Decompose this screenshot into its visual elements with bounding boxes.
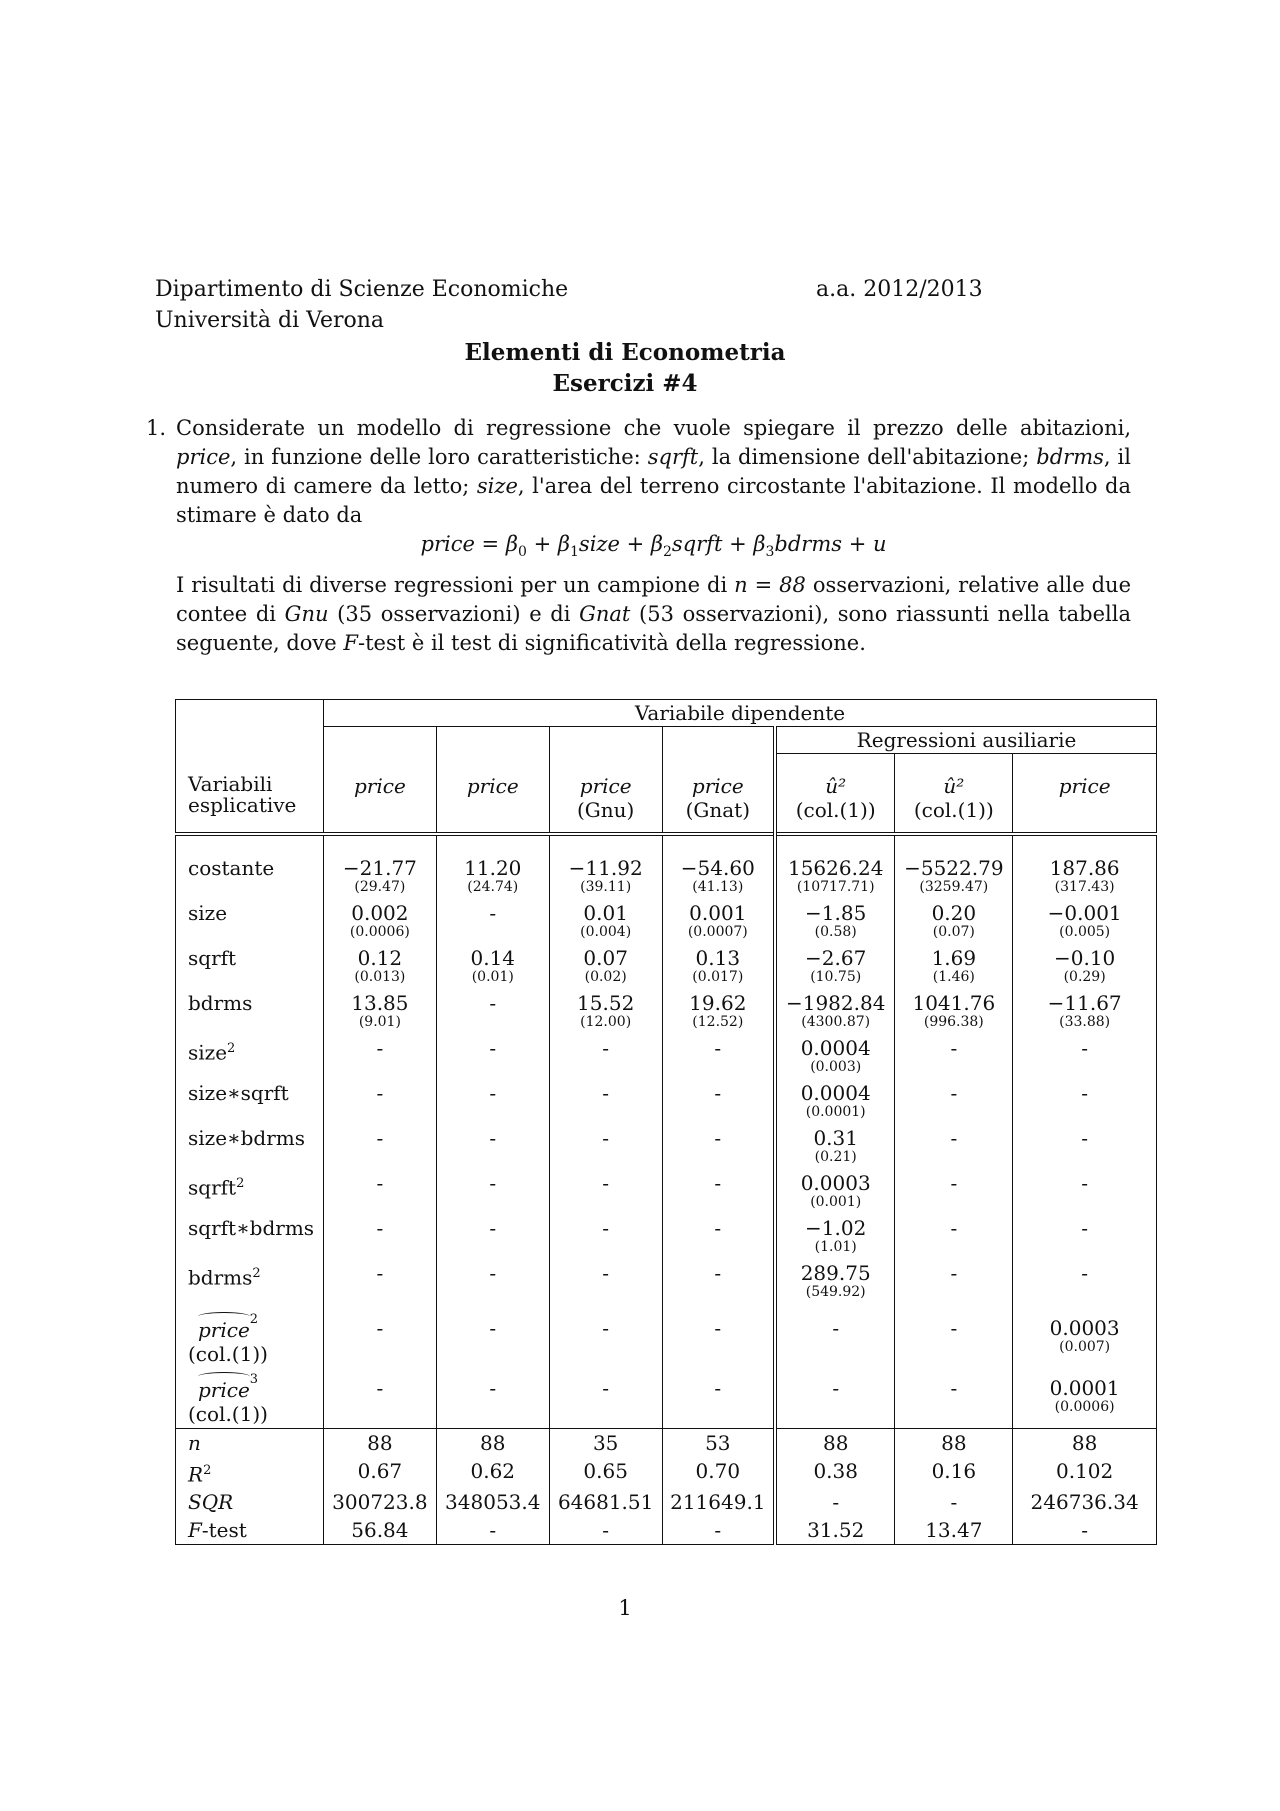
coef-cell: 0.13 (0.017) — [662, 948, 775, 993]
stat-cell: 0.65 — [549, 1457, 662, 1489]
exercise-1 — [146, 414, 1131, 658]
coef-cell: - — [1013, 1173, 1157, 1218]
auxiliary-regressions-header: Regressioni ausiliarie — [775, 727, 1156, 754]
explanatory-header: Variabili esplicative — [176, 754, 324, 834]
coef-cell: 0.001 (0.0007) — [662, 903, 775, 948]
stat-cell: 211649.1 — [662, 1488, 775, 1516]
stat-cell: 64681.51 — [549, 1488, 662, 1516]
row-label: sqrft$^2$ — [176, 1173, 324, 1218]
coef-cell: −11.67 (33.88) — [1013, 993, 1157, 1038]
row-label: price$^3$ (col.(1)) — [176, 1368, 324, 1429]
row-label: bdrms$^2$ — [176, 1263, 324, 1308]
coef-cell: - — [549, 1083, 662, 1128]
table-row — [176, 1038, 1157, 1083]
table-row — [176, 858, 1157, 903]
stat-cell: 0.70 — [662, 1457, 775, 1489]
coef-cell: - — [662, 1173, 775, 1218]
coef-cell: - — [549, 1368, 662, 1429]
coef-cell: 0.0003 (0.007) — [1013, 1308, 1157, 1368]
coef-cell: - — [662, 1218, 775, 1263]
coef-cell: - — [436, 1263, 549, 1308]
coef-cell: 13.85 (9.01) — [323, 993, 436, 1038]
coef-cell: - — [436, 1218, 549, 1263]
coef-cell: −21.77 (29.47) — [323, 858, 436, 903]
regression-table — [175, 699, 1157, 1545]
coef-cell: - — [895, 1128, 1013, 1173]
department-name: Dipartimento di Scienze Economiche — [155, 277, 569, 302]
column-head-2: price — [436, 754, 549, 834]
row-label: costante — [176, 858, 324, 903]
coef-cell: 15626.24 (10717.71) — [775, 858, 895, 903]
stat-cell: - — [662, 1516, 775, 1545]
coef-cell: - — [323, 1038, 436, 1083]
coef-cell: 0.12 (0.013) — [323, 948, 436, 993]
coef-cell: - — [662, 1083, 775, 1128]
coef-cell: - — [895, 1263, 1013, 1308]
stat-label: $R^2$ — [176, 1457, 324, 1489]
table-row — [176, 1083, 1157, 1128]
stats-row — [176, 1428, 1157, 1457]
coef-cell: - — [775, 1368, 895, 1429]
model-formula: price = $\beta_0$ + $\beta_1size$ + $\beta_2sqrft$ + $\beta_3bdrms + u$ — [420, 532, 887, 561]
coef-cell: 0.31 (0.21) — [775, 1128, 895, 1173]
separator-row — [176, 834, 1157, 858]
row-label: size∗sqrft — [176, 1083, 324, 1128]
coef-cell: - — [895, 1173, 1013, 1218]
coef-cell: −1.02 (1.01) — [775, 1218, 895, 1263]
coef-cell: - — [436, 903, 549, 948]
coef-cell: 11.20 (24.74) — [436, 858, 549, 903]
coef-cell: 0.14 (0.01) — [436, 948, 549, 993]
table-row — [176, 1263, 1157, 1308]
coef-cell: −11.92 (39.11) — [549, 858, 662, 903]
coef-cell: - — [549, 1038, 662, 1083]
coef-cell: 0.0004 (0.0001) — [775, 1083, 895, 1128]
column-head-6: û² (col.(1)) — [895, 754, 1013, 834]
coef-cell: - — [895, 1308, 1013, 1368]
coef-cell: 1041.76 (996.38) — [895, 993, 1013, 1038]
coef-cell: - — [436, 1128, 549, 1173]
academic-year: a.a. 2012/2013 — [816, 277, 983, 302]
table-row-price-hat — [176, 1308, 1157, 1368]
row-label: sqrft — [176, 948, 324, 993]
stats-row — [176, 1516, 1157, 1545]
coef-cell: 0.07 (0.02) — [549, 948, 662, 993]
stat-cell: 300723.8 — [323, 1488, 436, 1516]
column-head-4: price (Gnat) — [662, 754, 775, 834]
coef-cell: 187.86 (317.43) — [1013, 858, 1157, 903]
header-left — [155, 274, 568, 336]
coef-cell: 0.01 (0.004) — [549, 903, 662, 948]
stat-cell: 0.67 — [323, 1457, 436, 1489]
stats-row — [176, 1457, 1157, 1489]
stat-cell: - — [436, 1516, 549, 1545]
coef-cell: - — [436, 993, 549, 1038]
stat-cell: - — [895, 1488, 1013, 1516]
coef-cell: 0.20 (0.07) — [895, 903, 1013, 948]
coef-cell: - — [895, 1218, 1013, 1263]
stat-cell: 0.38 — [775, 1457, 895, 1489]
coef-cell: - — [323, 1218, 436, 1263]
stat-cell: - — [775, 1488, 895, 1516]
stat-cell: 56.84 — [323, 1516, 436, 1545]
row-label: sqrft∗bdrms — [176, 1218, 324, 1263]
coef-cell: −54.60 (41.13) — [662, 858, 775, 903]
page-number: 1 — [618, 1596, 632, 1620]
coef-cell: 15.52 (12.00) — [549, 993, 662, 1038]
column-head-3: price (Gnu) — [549, 754, 662, 834]
stat-cell: 0.62 — [436, 1457, 549, 1489]
coef-cell: 0.002 (0.0006) — [323, 903, 436, 948]
row-label: size$^2$ — [176, 1038, 324, 1083]
stat-cell: 88 — [895, 1428, 1013, 1457]
stat-cell: 13.47 — [895, 1516, 1013, 1545]
coef-cell: 1.69 (1.46) — [895, 948, 1013, 993]
coef-cell: - — [323, 1263, 436, 1308]
column-head-7: price — [1013, 754, 1157, 834]
row-label: bdrms — [176, 993, 324, 1038]
coef-cell: - — [895, 1368, 1013, 1429]
table-row — [176, 903, 1157, 948]
coef-cell: - — [323, 1308, 436, 1368]
coef-cell: −0.001 (0.005) — [1013, 903, 1157, 948]
stat-cell: 88 — [775, 1428, 895, 1457]
exercise-paragraph-2: I risultati di diverse regressioni per un campione di n = 88 osservazioni, relative alle due contee di Gnu (35 osservazioni) e di Gnat (53 osservazioni), sono riassunti nella tabella seguente, dove F-test è il test di significatività della regressione. — [176, 573, 1132, 656]
exercise-paragraph-1: Considerate un modello di regressione che vuole spiegare il prezzo delle abitazioni, price, in funzione delle loro caratteristiche: sqrft, la dimensione dell'abitazione; bdrms, il numero di camere da letto; size, l'area del terreno circostante l'abitazione. Il modello da stimare è dato da — [176, 416, 1132, 527]
coef-cell: - — [323, 1173, 436, 1218]
stat-cell: 31.52 — [775, 1516, 895, 1545]
stat-cell: 0.16 — [895, 1457, 1013, 1489]
corner-cell — [176, 700, 324, 727]
coef-cell: - — [436, 1173, 549, 1218]
row-label: size — [176, 903, 324, 948]
coef-cell: - — [662, 1263, 775, 1308]
column-head-1: price — [323, 754, 436, 834]
coef-cell: - — [1013, 1083, 1157, 1128]
coef-cell: - — [1013, 1218, 1157, 1263]
column-heads-row — [176, 754, 1157, 834]
table-row — [176, 1173, 1157, 1218]
table-header-row-2 — [176, 727, 1157, 754]
coef-cell: - — [549, 1263, 662, 1308]
exercise-set-title: Esercizi #4 — [552, 370, 698, 397]
coef-cell: −1.85 (0.58) — [775, 903, 895, 948]
stat-label: SQR — [176, 1488, 324, 1516]
stat-cell: 246736.34 — [1013, 1488, 1157, 1516]
table-row-price-hat — [176, 1368, 1157, 1429]
coef-cell: - — [662, 1308, 775, 1368]
coef-cell: - — [662, 1038, 775, 1083]
coef-cell: - — [436, 1368, 549, 1429]
dependent-variable-header: Variabile dipendente — [323, 700, 1156, 727]
coef-cell: 0.0003 (0.001) — [775, 1173, 895, 1218]
stat-cell: 0.102 — [1013, 1457, 1157, 1489]
table-header-row-1 — [176, 700, 1157, 727]
coef-cell: - — [549, 1308, 662, 1368]
coef-cell: - — [549, 1218, 662, 1263]
coef-cell: - — [323, 1083, 436, 1128]
coef-cell: - — [1013, 1263, 1157, 1308]
coef-cell: - — [895, 1083, 1013, 1128]
stat-cell: 348053.4 — [436, 1488, 549, 1516]
table-row — [176, 1128, 1157, 1173]
table-row — [176, 1218, 1157, 1263]
coef-cell: - — [549, 1173, 662, 1218]
stat-cell: 88 — [1013, 1428, 1157, 1457]
row-label: price$^2$ (col.(1)) — [176, 1308, 324, 1368]
coef-cell: - — [323, 1368, 436, 1429]
table-row — [176, 993, 1157, 1038]
stat-label: F-test — [176, 1516, 324, 1545]
coef-cell: −1982.84 (4300.87) — [775, 993, 895, 1038]
stat-label: n — [176, 1428, 324, 1457]
coef-cell: - — [549, 1128, 662, 1173]
coef-cell: - — [775, 1308, 895, 1368]
stats-row — [176, 1488, 1157, 1516]
row-label: size∗bdrms — [176, 1128, 324, 1173]
coef-cell: - — [662, 1368, 775, 1429]
course-title: Elementi di Econometria — [464, 339, 786, 366]
stat-cell: 88 — [323, 1428, 436, 1457]
coef-cell: 0.0001 (0.0006) — [1013, 1368, 1157, 1429]
coef-cell: - — [436, 1083, 549, 1128]
exercise-number: 1. — [146, 416, 167, 440]
column-head-5: û² (col.(1)) — [775, 754, 895, 834]
coef-cell: - — [323, 1128, 436, 1173]
coef-cell: - — [436, 1038, 549, 1083]
coef-cell: - — [662, 1128, 775, 1173]
university-name: Università di Verona — [155, 308, 385, 333]
coef-cell: −2.67 (10.75) — [775, 948, 895, 993]
table-row — [176, 948, 1157, 993]
stat-cell: 88 — [436, 1428, 549, 1457]
coef-cell: - — [1013, 1128, 1157, 1173]
stat-cell: - — [1013, 1516, 1157, 1545]
coef-cell: - — [1013, 1038, 1157, 1083]
coef-cell: 289.75 (549.92) — [775, 1263, 895, 1308]
coef-cell: −0.10 (0.29) — [1013, 948, 1157, 993]
coef-cell: 19.62 (12.52) — [662, 993, 775, 1038]
coef-cell: 0.0004 (0.003) — [775, 1038, 895, 1083]
stat-cell: - — [549, 1516, 662, 1545]
stat-cell: 35 — [549, 1428, 662, 1457]
coef-cell: −5522.79 (3259.47) — [895, 858, 1013, 903]
coef-cell: - — [895, 1038, 1013, 1083]
stat-cell: 53 — [662, 1428, 775, 1457]
coef-cell: - — [436, 1308, 549, 1368]
